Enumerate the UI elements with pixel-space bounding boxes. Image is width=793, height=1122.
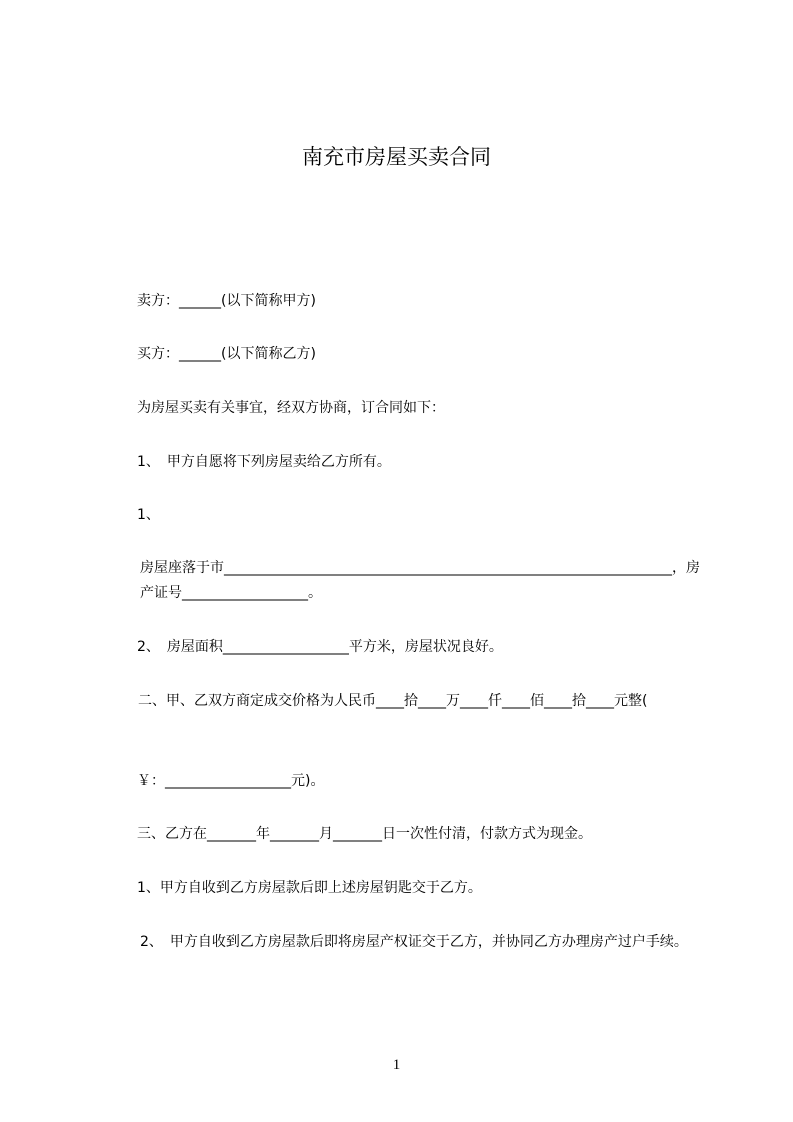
clause-payment: 三、乙方在_______年_______月_______日一次性付清，付款方式为现金。 [137,826,592,842]
clause-price-amount: ￥：__________________元)。 [137,773,325,789]
clause-1-location: 房屋座落于市________________________________________________________________，房产证号__________________。 [140,560,700,601]
clause-2-area: 2、 房屋面积__________________平方米，房屋状况良好。 [137,639,503,655]
intro-line: 为房屋买卖有关事宜，经双方协商，订合同如下： [137,400,445,416]
buyer-line: 买方：______(以下简称乙方) [137,346,316,362]
page-number: 1 [392,1057,401,1073]
contract-title: 南充市房屋买卖合同 [302,145,491,169]
clause-1-heading: 1、 甲方自愿将下列房屋卖给乙方所有。 [137,454,391,470]
seller-line: 卖方：______(以下简称甲方) [137,293,316,309]
clause-certificate: 2、 甲方自收到乙方房屋款后即将房屋产权证交于乙方，并协同乙方办理房产过户手续。 [140,934,688,950]
clause-keys: 1、甲方自收到乙方房屋款后即上述房屋钥匙交于乙方。 [137,880,482,896]
clause-1-sub: 1、 [137,507,160,523]
clause-price: 二、甲、乙双方商定成交价格为人民币____拾____万____仟____佰____拾____元整( [138,693,648,709]
